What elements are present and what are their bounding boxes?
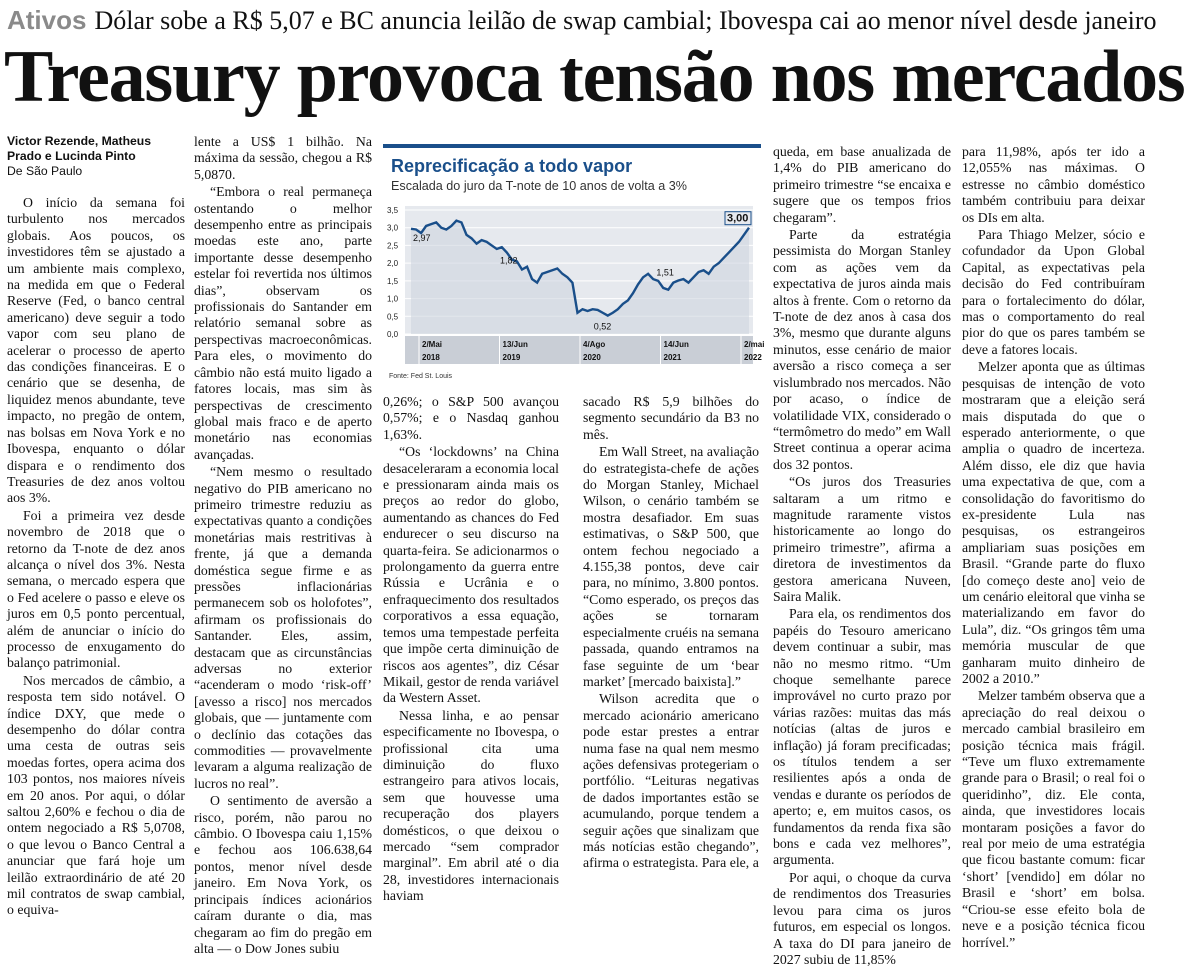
paragraph: Nos mercados de câmbio, a resposta tem sido notável. O índice DXY, que mede o desempenho do dólar contra uma cesta de outras seis moedas fortes, opera acima dos 103 pontos, nos maiores níveis em 20 anos. Por aqui, o dólar saltou 2,60% e fechou o dia de ontem negociado a R$ 5,0708, o que levou o Banco Central a anunciar que fará hoje um leilão extraordinário de até 20 mil contratos de swap cambial, o equiva- xyxy=(7,672,185,918)
x-tick-label: 13/Jun xyxy=(502,340,528,349)
paragraph: “Embora o real permaneça ostentando o melhor desempenho entre as principais moedas este ano, parte importante desse desempenho estelar foi revertida nos últimos dias”, observam os profissionais do Santander em relatório semanal sobre as perspectivas macroeconômicas. Para eles, o movimento do câmbio não está muito ligado a fatores locais, mas sim às perspectivas de crescimento global mais fraco e de aperto monetário nas economias avançadas. xyxy=(194,184,372,462)
y-tick-label: 2,5 xyxy=(387,241,399,251)
deck: Dólar sobe a R$ 5,07 e BC anuncia leilão de swap cambial; Ibovespa cai ao menor nível desde janeiro xyxy=(94,6,1157,35)
chart-source: Fonte: Fed St. Louis xyxy=(389,373,453,380)
chart-subtitle: Escalada do juro da T-note de 10 anos de volta a 3% xyxy=(391,179,687,193)
y-tick-label: 3,0 xyxy=(387,223,399,233)
column-1 xyxy=(7,134,185,918)
paragraph: “Os ‘lockdowns’ na China desaceleraram a economia local e pressionaram ainda mais os preços ao redor do globo, aumentando as chances do Fed endurecer o seu discurso na quarta-feira. Se adicionarmos o prolongamento da guerra entre Rússia e Ucrânia e o enfraquecimento dos resultados corporativos a essa equação, temos uma tempestade perfeita que impõe certa diminuição de riscos aos agentes”, diz César Mikail, gestor de renda variável da Western Asset. xyxy=(383,444,559,706)
section-kicker: Ativos xyxy=(7,5,87,35)
y-tick-label: 3,5 xyxy=(387,206,399,215)
headline: Treasury provoca tensão nos mercados xyxy=(4,36,1185,118)
x-tick-label: 2/mai xyxy=(744,340,765,349)
y-tick-label: 2,0 xyxy=(387,259,399,269)
paragraph: “Os juros dos Treasuries saltaram a um ritmo e magnitude raramente vistos historicamente ao longo do primeiro trimestre”, afirma a diretora de investimentos da gestora americana Nuveen, Saira Malik. xyxy=(773,474,951,604)
y-tick-label: 1,0 xyxy=(387,294,399,304)
data-label: 1,82 xyxy=(499,255,518,266)
x-tick-label: 4/Ago xyxy=(583,340,606,349)
data-label: 2,97 xyxy=(413,232,431,243)
paragraph: lente a US$ 1 bilhão. Na máxima da sessão, chegou a R$ 5,0870. xyxy=(194,134,372,182)
deck-line xyxy=(7,4,1157,36)
y-tick-label: 0,5 xyxy=(387,312,399,322)
data-label: 3,00 xyxy=(727,212,749,225)
paragraph: Parte da estratégia pessimista do Morgan Stanley com as ações vem da expectativa de juros ainda mais altos à frente. Com o retorno da T-note de dez anos à casa dos 3%, mesmo que durante alguns minutos, esse cenário de maior aversão a risco começa a ser vislumbrado nos mercados. Não por acaso, o índice de volatilidade VIX, considerado o “termômetro do medo” em Wall Street continua a operar acima dos 32 pontos. xyxy=(773,227,951,472)
paragraph: Foi a primeira vez desde novembro de 2018 que o retorno da T-note de dez anos alcança o nível dos 3%. Nesta semana, o mercado espera que o Fed acelere o passo e eleve os juros em 0,5 ponto percentual, além de anunciar o início do processo de enxugamento do balanço patrimonial. xyxy=(7,507,185,671)
x-tick-year: 2020 xyxy=(583,353,601,362)
paragraph: “Nem mesmo o resultado negativo do PIB americano no primeiro trimestre reduziu as expectativas quanto a condições monetárias mais restritivas à frente, já que a demanda doméstica segue firme e as pressões inflacionárias permanecem sob os holofotes”, afirmam os profissionais do Santander. Eles, assim, destacam que as circunstâncias adversas no exterior “acenderam o modo ‘risk-off’ [avesso a risco] nos mercados globais, que — juntamente com o declínio das cotações das commodities — provavelmente levaram a alguma realização de lucros no real”. xyxy=(194,464,372,791)
column-6 xyxy=(962,144,1145,950)
paragraph: Nessa linha, e ao pensar especificamente no Ibovespa, o profissional cita uma diminuição do fluxo estrangeiro para ativos locais, sem que houvesse uma recuperação dos players domésticos, o que deixou o mercado “sem comprador marginal”. Em abril até o dia 28, investidores internacionais haviam xyxy=(383,707,559,904)
column-4 xyxy=(583,394,759,871)
x-tick-label: 2/Mai xyxy=(422,340,443,349)
yield-chart xyxy=(383,144,765,388)
paragraph: O sentimento de aversão a risco, porém, não parou no câmbio. O Ibovespa caiu 1,15% e fechou aos 106.638,64 pontos, menor nível desde janeiro. Em Nova York, os principais índices acionários caíram durante o dia, mas chegaram ao fim do pregão em alta — o Dow Jones subiu xyxy=(194,793,372,956)
paragraph: Por aqui, o choque da curva de rendimentos dos Treasuries levou para cima os juros futuros, em especial os longos. A taxa do DI para janeiro de 2027 subiu de 11,85% xyxy=(773,869,951,967)
x-tick-year: 2021 xyxy=(663,353,682,362)
paragraph: para 11,98%, após ter ido a 12,055% nas máximas. O estresse no câmbio doméstico também contribuiu para deixar os DIs em alta. xyxy=(962,144,1145,225)
x-axis-band xyxy=(405,336,753,364)
x-tick-year: 2019 xyxy=(502,353,521,362)
chart-title: Reprecificação a todo vapor xyxy=(391,156,633,176)
column-3 xyxy=(383,394,559,904)
paragraph: sacado R$ 5,9 bilhões do segmento secundário da B3 no mês. xyxy=(583,394,759,442)
paragraph: Para Thiago Melzer, sócio e cofundador da Upon Global Capital, as expectativas pela decisão do Fed contribuíram para o fortalecimento do dólar, mas o comportamento do real pior do que os pares também se deve a fatores locais. xyxy=(962,227,1145,357)
chart-plot xyxy=(383,202,765,372)
data-label: 1,51 xyxy=(656,267,674,278)
byline-authors: Victor Rezende, Matheus Prado e Lucinda Pinto xyxy=(7,134,152,163)
paragraph: queda, em base anualizada de 1,4% do PIB americano do primeiro trimestre “se encaixa e sugere que os tempos frios chegaram”. xyxy=(773,144,951,225)
paragraph: Melzer aponta que as últimas pesquisas de intenção de voto mostraram que a eleição será mais disputada do que o esperado anteriormente, o que amplia o quadro de incerteza. Além disso, ele diz que havia uma expectativa de que, com a consolidação do favoritismo do ex-presidente Lula nas pesquisas, os estrangeiros ampliariam suas posições em Brasil. “Grande parte do fluxo [do começo deste ano] veio de um cenário eleitoral que vinha se materializando em favor do Lula”, diz. “Os gringos têm uma memória muscular de que ganharam muito dinheiro de 2002 a 2010.” xyxy=(962,359,1145,686)
paragraph: Em Wall Street, na avaliação do estrategista-chefe de ações do Morgan Stanley, Michael Wilson, o cenário também se mostra desafiador. Em suas estimativas, o S&P 500, que ontem fechou negociado a 4.155,38 pontos, deve cair para, no mínimo, 3.800 pontos. “Como esperado, os preços das ações se tornaram especialmente cruéis na semana passada, quando entramos na fase seguinte de um ‘bear market’ [mercado baixista].” xyxy=(583,444,759,689)
paragraph: Melzer também observa que a apreciação do real deixou o mercado cambial brasileiro em posição técnica mais frágil. “Teve um fluxo extremamente grande para o Brasil; o real foi o queridinho”, diz. Ele conta, ainda, que investidores locais montaram posições a favor do real por meio de uma estratégia que ficou bastante comum: ficar ‘short’ [vendido] em dólar no Brasil e ‘short’ em bolsa. “Criou-se esse efeito bola de neve e a posição técnica ficou horrível.” xyxy=(962,688,1145,950)
byline-place: De São Paulo xyxy=(7,164,83,178)
paragraph: O início da semana foi turbulento nos mercados globais. Aos poucos, os investidores têm se ajustado a um ambiente mais complexo, na medida em que o Federal Reserve (Fed, o banco central americano) deve seguir a todo vapor com seu plano de acelerar o processo de aperto das condições financeiras. E o cenário que se desenha, de liquidez menos abundante, teve impacto, no pregão de ontem, nas bolsas em Nova York e no Ibovespa, enquanto o dólar dispara e o rendimento dos Treasuries de dez anos voltou aos 3%. xyxy=(7,195,185,506)
y-tick-label: 0,0 xyxy=(387,330,399,339)
paragraph: Para ela, os rendimentos dos papéis do Tesouro americano devem continuar a subir, mas não no mesmo ritmo. “Um choque semelhante parece improvável no curto prazo por várias razões: muitas das más notícias (altas de juros e inflação) já foram precificadas; os títulos tendem a ser resilientes após a onda de vendas e durante os períodos de aperto; e, em muitos casos, os fundamentos da renda fixa são bons e cada vez melhores”, argumenta. xyxy=(773,606,951,868)
y-tick-label: 1,5 xyxy=(387,276,399,286)
x-tick-year: 2018 xyxy=(422,353,440,362)
x-tick-label: 14/Jun xyxy=(663,340,689,349)
paragraph: Wilson acredita que o mercado acionário americano pode estar prestes a entrar numa fase na qual nem mesmo ações defensivas protegeriam o portfólio. “Leituras negativas de dados importantes estão se acumulando, porque tendem a seguir ações que sinalizam que más notícias estão chegando”, afirma o estrategista. Para ele, a xyxy=(583,691,759,871)
x-tick-year: 2022 xyxy=(744,353,762,362)
column-5 xyxy=(773,144,951,967)
data-label: 0,52 xyxy=(593,321,612,332)
column-2 xyxy=(194,134,372,956)
paragraph: 0,26%; o S&P 500 avançou 0,57%; e o Nasdaq ganhou 1,63%. xyxy=(383,394,559,442)
